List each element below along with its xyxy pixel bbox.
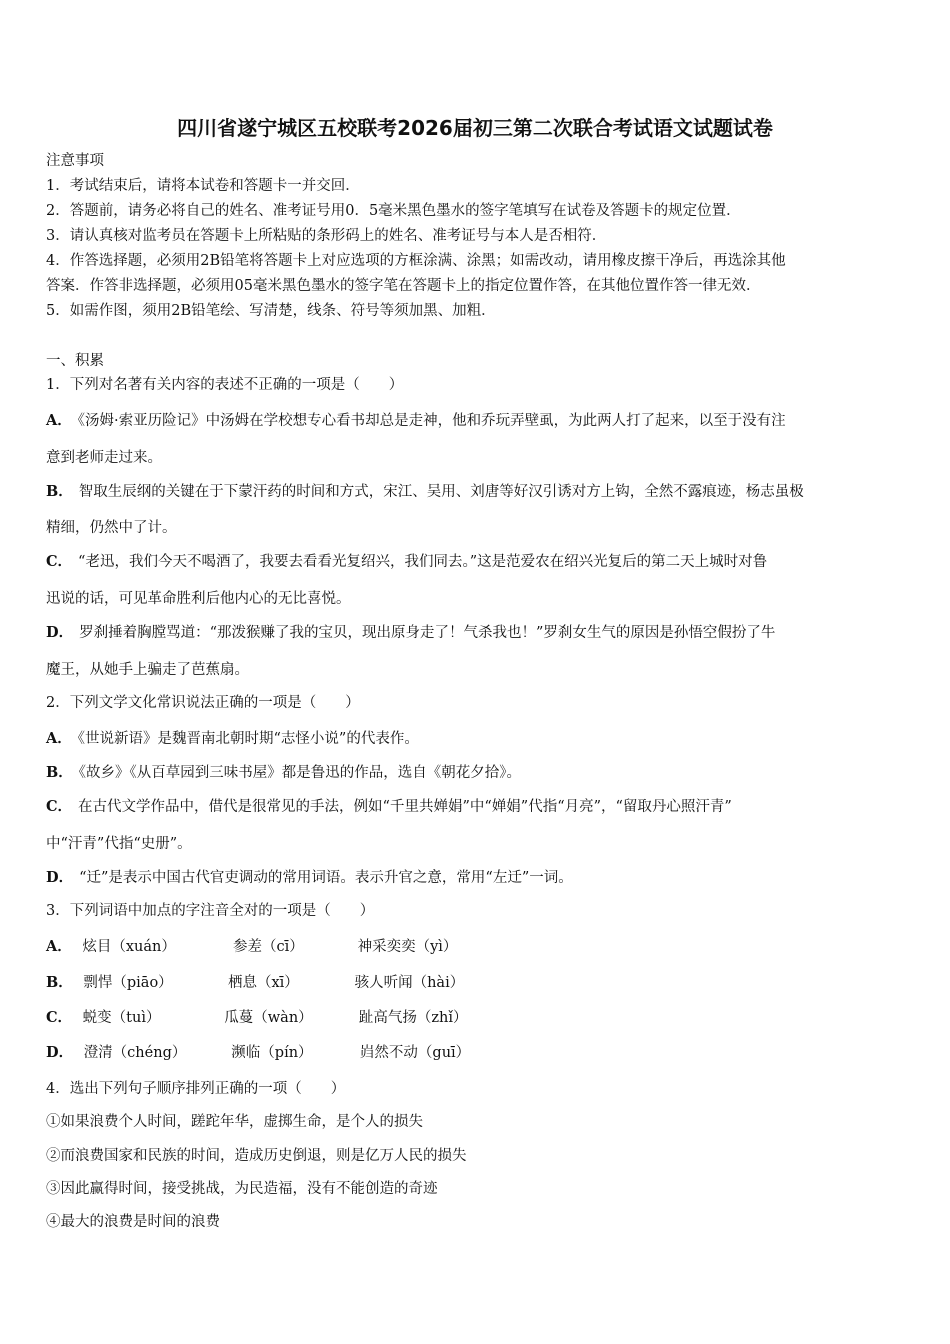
q2-option-a	[46, 729, 419, 749]
q1-option-d	[46, 623, 775, 643]
option-text: 《故乡》《从百草园到三味书屋》都是鲁迅的作品，选自《朝花夕拾》。	[78, 765, 522, 781]
question-2-stem: 2．下列文学文化常识说法正确的一项是（ ）	[46, 695, 360, 711]
section-heading: 一、积累	[46, 353, 104, 369]
q1-option-a-cont: 意到老师走过来。	[46, 450, 162, 466]
q1-option-b	[46, 482, 804, 502]
q3-option-c	[46, 1008, 468, 1028]
option-label: A．	[46, 730, 72, 747]
option-word: 炫目（xuán）	[82, 939, 176, 955]
q3-option-a	[46, 937, 457, 957]
q4-sentence: ③因此赢得时间，接受挑战，为民造福，没有不能创造的奇迹	[46, 1181, 438, 1197]
option-label: B．	[46, 483, 73, 500]
option-word: 参差（cī）	[232, 939, 304, 955]
option-text: 《世说新语》是魏晋南北朝时期“志怪小说”的代表作。	[77, 731, 419, 747]
option-label: D．	[46, 869, 74, 886]
option-word: 趾高气扬（zhǐ）	[358, 1010, 468, 1026]
option-label: A．	[46, 412, 72, 429]
notice-item: 答案．作答非选择题，必须用05毫米黑色墨水的签字笔在答题卡上的指定位置作答，在其他位置作答一律无效．	[46, 278, 761, 294]
q1-option-c	[46, 552, 767, 572]
notice-heading: 注意事项	[46, 153, 104, 169]
option-text: 智取生辰纲的关键在于下蒙汗药的时间和方式，宋江、吴用、刘唐等好汉引诱对方上钩，全然不露痕迹，杨志虽极	[78, 484, 804, 500]
notice-item: 5．如需作图，须用2B铅笔绘、写清楚，线条、符号等须加黑、加粗．	[46, 303, 496, 319]
option-word: 蜕变（tuì）	[82, 1010, 161, 1026]
option-text: 罗刹捶着胸膛骂道：“那泼猴赚了我的宝贝，现出原身走了！气杀我也！”罗刹女生气的原因是孙悟空假扮了牛	[79, 625, 776, 641]
option-text: “迁”是表示中国古代官吏调动的常用词语。表示升官之意，常用“左迁”一词。	[79, 870, 573, 886]
exam-title: 四川省遂宁城区五校联考2026届初三第二次联合考试语文试题试卷	[177, 116, 773, 140]
q2-option-c	[46, 797, 732, 817]
option-label: C．	[46, 553, 73, 570]
q3-option-b	[46, 973, 464, 993]
q1-option-b-cont: 精细，仍然中了计。	[46, 520, 177, 536]
option-label: B．	[46, 974, 73, 991]
option-word: 澄清（chéng）	[83, 1045, 187, 1061]
question-4-stem: 4．选出下列句子顺序排列正确的一项（ ）	[46, 1081, 346, 1097]
question-1-stem: 1．下列对名著有关内容的表述不正确的一项是（ ）	[46, 377, 404, 393]
q3-option-d	[46, 1043, 470, 1063]
option-text: 《汤姆·索亚历险记》中汤姆在学校想专心看书却总是走神，他和乔玩弄壁虱，为此两人打了起来，以至于没有注	[77, 413, 786, 429]
option-label: C．	[46, 1009, 73, 1026]
option-word: 岿然不动（guī）	[359, 1045, 471, 1061]
notice-item: 1．考试结束后，请将本试卷和答题卡一并交回．	[46, 178, 360, 194]
q2-option-d	[46, 868, 573, 888]
option-label: D．	[46, 1044, 74, 1061]
notice-item: 2．答题前，请务必将自己的姓名、准考证号用0．5毫米黑色墨水的签字笔填写在试卷及答题卡的规定位置．	[46, 203, 741, 219]
option-label: D．	[46, 624, 74, 641]
q2-option-b	[46, 763, 521, 783]
notice-item: 3．请认真核对监考员在答题卡上所粘贴的条形码上的姓名、准考证号与本人是否相符．	[46, 228, 607, 244]
question-3-stem: 3．下列词语中加点的字注音全对的一项是（ ）	[46, 903, 375, 919]
q4-sentence: ④最大的浪费是时间的浪费	[46, 1214, 220, 1230]
q1-option-c-cont: 迅说的话，可见革命胜利后他内心的无比喜悦。	[46, 591, 351, 607]
option-word: 剽悍（piāo）	[83, 975, 173, 991]
option-label: C．	[46, 798, 73, 815]
option-word: 瓜蔓（wàn）	[224, 1010, 313, 1026]
notice-item: 4．作答选择题，必须用2B铅笔将答题卡上对应选项的方框涂满、涂黑；如需改动，请用橡皮擦干净后，再选涂其他	[46, 253, 786, 269]
option-word: 神采奕奕（yì）	[357, 939, 458, 955]
option-text: 在古代文学作品中，借代是很常见的手法，例如“千里共婵娟”中“婵娟”代指“月亮”，“留取丹心照汗青”	[78, 799, 732, 815]
q4-sentence: ①如果浪费个人时间，蹉跎年华，虚掷生命，是个人的损失	[46, 1114, 423, 1130]
option-label: A．	[46, 938, 72, 955]
q4-sentence: ②而浪费国家和民族的时间，造成历史倒退，则是亿万人民的损失	[46, 1148, 467, 1164]
option-text: “老迅，我们今天不喝酒了，我要去看看光复绍兴，我们同去。”这是范爱农在绍兴光复后的第二天上城时对鲁	[78, 554, 768, 570]
option-label: B．	[46, 764, 73, 781]
option-word: 濒临（pín）	[231, 1045, 313, 1061]
option-word: 骇人听闻（hài）	[354, 975, 465, 991]
q1-option-a	[46, 411, 786, 431]
q2-option-c-cont: 中“汗青”代指“史册”。	[46, 836, 192, 852]
q1-option-d-cont: 魔王，从她手上骗走了芭蕉扇。	[46, 662, 249, 678]
option-word: 栖息（xī）	[227, 975, 299, 991]
